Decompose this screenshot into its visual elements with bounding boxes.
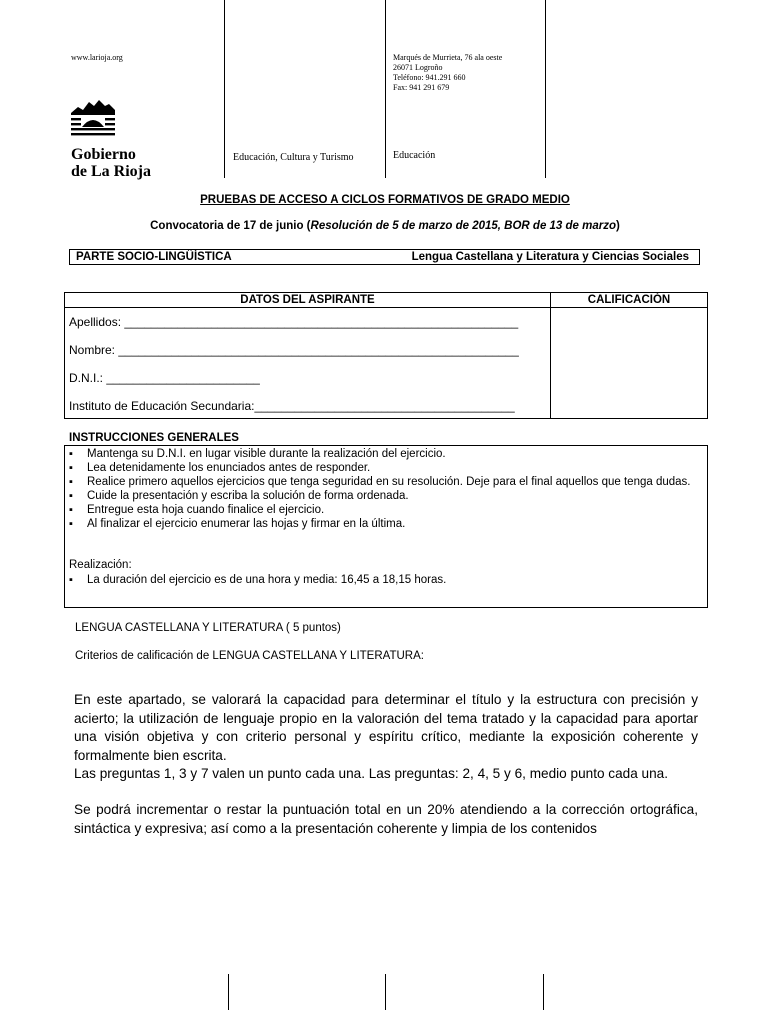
criteria-title: Criterios de calificación de LENGUA CASTELLANA Y LITERATURA: (75, 650, 424, 662)
org-name-line2: de La Rioja (71, 163, 151, 180)
list-item: ▪ Cuide la presentación y escriba la solución de forma ordenada. (65, 489, 701, 503)
criteria-paragraph: En este apartado, se valorará la capacidad para determinar el título y la estructura con precisión y acierto; la utilización de lenguaje propio en la valoración del tema tratado y la capacidad para aportar una visión objetiva y con criterio personal y espíritu crítico, mediante la exposición coherente y formalmente bien escrita. (74, 692, 698, 763)
address-line: Fax: 941 291 679 (393, 83, 450, 92)
website-text: www.larioja.org (71, 53, 123, 62)
realizacion-label: Realización: (69, 559, 132, 571)
address-line: 26071 Logroño (393, 63, 443, 72)
table-header-left: DATOS DEL ASPIRANTE (240, 294, 375, 306)
mountains-logo-icon (71, 99, 115, 139)
footer-divider-2 (385, 974, 386, 1010)
address-line: Marqués de Murrieta, 76 ala oeste (393, 53, 503, 62)
part-bar-right: Lengua Castellana y Literatura y Ciencias Sociales (411, 251, 689, 263)
header-divider-2 (385, 0, 386, 178)
points-paragraph: Las preguntas 1, 3 y 7 valen un punto cada una. Las preguntas: 2, 4, 5 y 6, medio punto cada una. (74, 766, 669, 781)
footer-divider-3 (543, 974, 544, 1010)
list-item: ▪ Mantenga su D.N.I. en lugar visible durante la realización del ejercicio. (65, 447, 701, 461)
list-item: ▪ La duración del ejercicio es de una hora y media: 16,45 a 18,15 horas. (65, 573, 701, 587)
convocatoria-line (0, 220, 770, 232)
surname-field[interactable]: Apellidos: ___________________________________________________________ (69, 315, 519, 329)
convocatoria-prefix: Convocatoria de 17 de junio ( (150, 220, 311, 232)
department-text: Educación, Cultura y Turismo (233, 152, 354, 163)
realizacion-list (65, 573, 701, 587)
spelling-paragraph: Se podrá incrementar o restar la puntuación total en un 20% atendiendo a la corrección ortográfica, sintáctica y expresiva; así como a la presentación coherente y limpia de los contenidos (74, 802, 698, 836)
la-rioja-logo (71, 99, 115, 139)
instructions-list (65, 447, 701, 531)
footer-divider-1 (228, 974, 229, 1010)
convocatoria-suffix: ) (616, 220, 620, 232)
list-item: ▪ Al finalizar el ejercicio enumerar las hojas y firmar en la última. (65, 517, 701, 531)
org-name (71, 146, 151, 180)
org-name-line1: Gobierno (71, 146, 136, 163)
convocatoria-resolution: Resolución de 5 de marzo de 2015, BOR de 13 de marzo (310, 220, 617, 232)
address-line: Teléfono: 941.291 660 (393, 73, 466, 82)
header-divider-3 (545, 0, 546, 178)
section-title: LENGUA CASTELLANA Y LITERATURA ( 5 puntos) (75, 622, 341, 634)
section-text: Educación (393, 150, 436, 161)
instructions-box (64, 445, 708, 608)
exam-title: PRUEBAS DE ACCESO A CICLOS FORMATIVOS DE GRADO MEDIO (200, 194, 570, 206)
table-column-divider (550, 293, 551, 418)
school-field[interactable]: Instituto de Educación Secundaria:_______________________________________ (69, 399, 515, 413)
instructions-title: INSTRUCCIONES GENERALES (69, 432, 239, 444)
header-divider-1 (224, 0, 225, 178)
list-item: ▪ Entregue esta hoja cuando finalice el ejercicio. (65, 503, 701, 517)
name-field[interactable]: Nombre: ____________________________________________________________ (69, 343, 519, 357)
list-item: ▪ Realice primero aquellos ejercicios que tenga seguridad en su resolución. Deje para el final aquellos que tenga dudas. (65, 475, 701, 489)
candidate-table (64, 292, 708, 419)
address-block (393, 53, 502, 93)
candidate-fields (65, 308, 550, 420)
list-item: ▪ Lea detenidamente los enunciados antes de responder. (65, 461, 701, 475)
part-bar-left: PARTE SOCIO-LINGÜÍSTICA (76, 251, 232, 263)
part-bar (69, 249, 700, 265)
dni-field[interactable]: D.N.I.: _______________________ (69, 371, 260, 385)
table-header-right: CALIFICACIÓN (587, 294, 671, 306)
